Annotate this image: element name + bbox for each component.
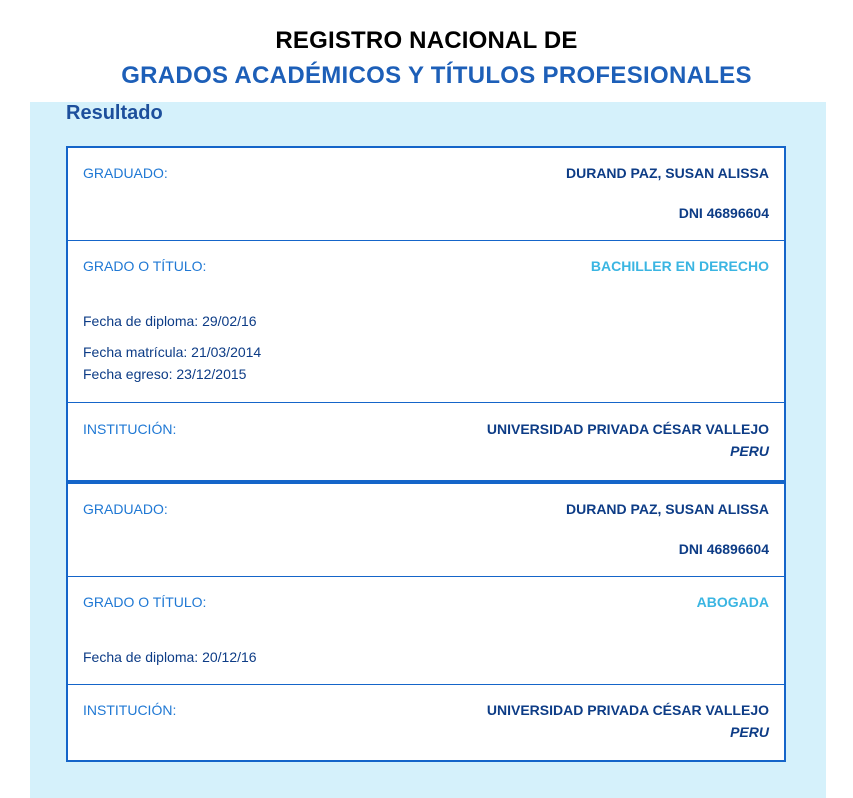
record-card	[66, 480, 786, 762]
grado-value: BACHILLER EN DERECHO	[590, 258, 769, 274]
grado-row	[68, 241, 784, 403]
institucion-value: UNIVERSIDAD PRIVADA CÉSAR VALLEJO	[486, 421, 769, 437]
graduado-row	[68, 484, 784, 577]
graduado-name: DURAND PAZ, SUSAN ALISSA	[565, 501, 769, 517]
fecha-egreso: Fecha egreso: 23/12/2015	[83, 366, 247, 382]
grado-label: GRADO O TÍTULO:	[83, 594, 207, 610]
record-card	[66, 146, 786, 482]
grado-value: ABOGADA	[696, 594, 769, 610]
institucion-label: INSTITUCIÓN:	[83, 421, 177, 437]
graduado-row	[68, 148, 784, 241]
institucion-row	[68, 403, 784, 480]
grado-label: GRADO O TÍTULO:	[83, 258, 207, 274]
fecha-matricula: Fecha matrícula: 21/03/2014	[83, 344, 262, 360]
fecha-diploma: Fecha de diploma: 20/12/16	[83, 649, 257, 665]
graduado-label: GRADUADO:	[83, 165, 168, 181]
graduado-dni: DNI 46896604	[678, 541, 769, 557]
result-panel	[30, 102, 826, 798]
result-title: Resultado	[66, 102, 163, 124]
institucion-country: PERU	[730, 724, 769, 740]
graduado-dni: DNI 46896604	[678, 205, 769, 221]
grado-row	[68, 577, 784, 685]
fecha-diploma: Fecha de diploma: 29/02/16	[83, 313, 257, 329]
graduado-label: GRADUADO:	[83, 501, 168, 517]
institucion-label: INSTITUCIÓN:	[83, 702, 177, 718]
institucion-value: UNIVERSIDAD PRIVADA CÉSAR VALLEJO	[486, 702, 769, 718]
graduado-name: DURAND PAZ, SUSAN ALISSA	[565, 165, 769, 181]
header-title-line2: GRADOS ACADÉMICOS Y TÍTULOS PROFESIONALES	[121, 62, 752, 89]
institucion-country: PERU	[730, 443, 769, 459]
institucion-row	[68, 685, 784, 762]
header-title-line1: REGISTRO NACIONAL DE	[275, 27, 578, 54]
